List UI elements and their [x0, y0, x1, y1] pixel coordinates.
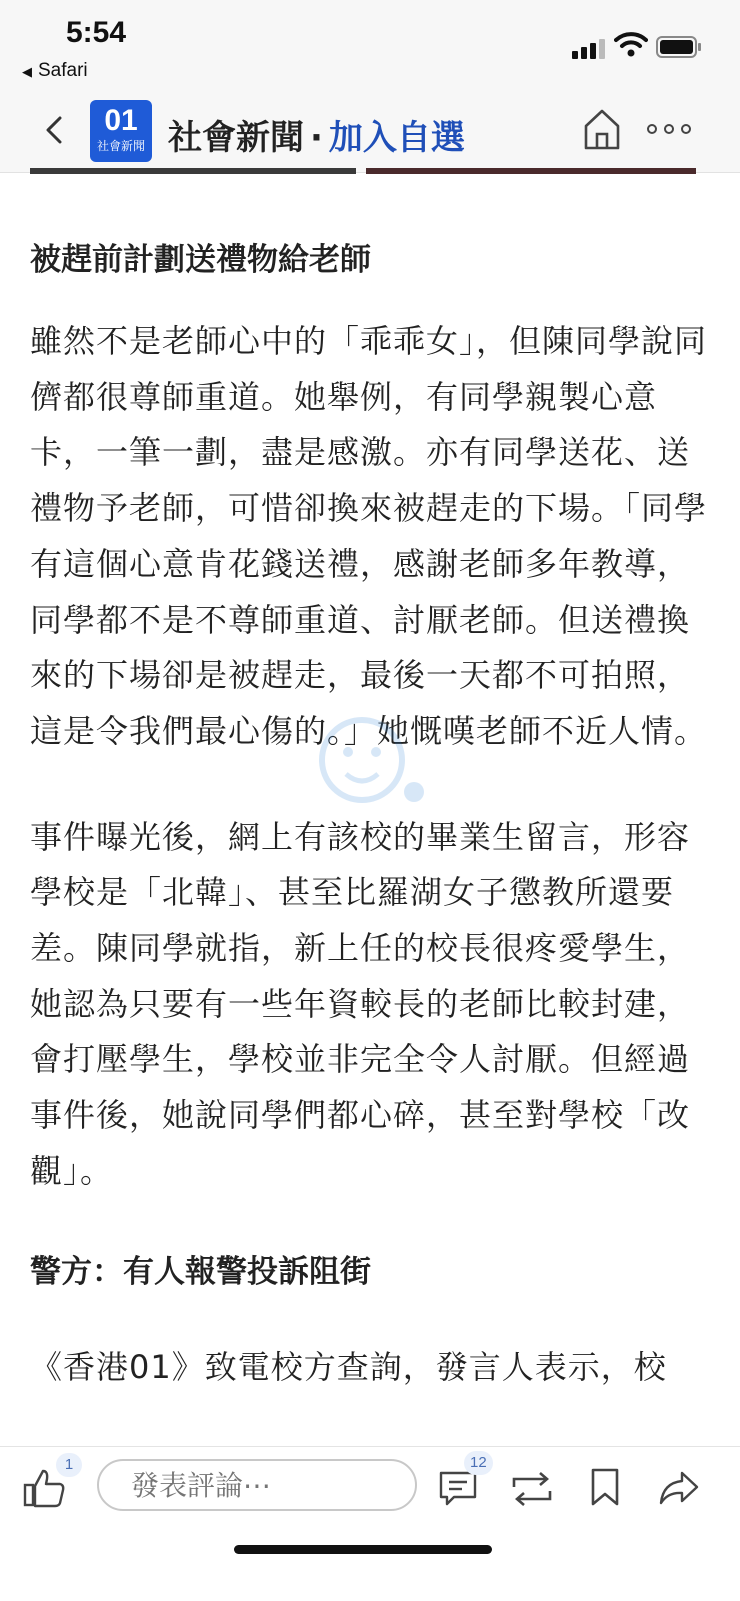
- logo-text: 社會新聞: [96, 139, 145, 153]
- like-count-badge: 1: [56, 1453, 82, 1477]
- title-separator: ·: [310, 118, 323, 158]
- article-paragraph: 事件曝光後，網上有該校的畢業生留言，形容學校是「北韓」、甚至比羅湖女子懲教所還要差。陳同學就指，新上任的校長很疼愛學生，她認為只要有一些年資較長的老師比較封建，會打壓學生，學校並非完全令人討厭。但經過事件後，她說同學們都心碎，甚至對學校「改觀」。: [30, 817, 691, 1190]
- comments-icon[interactable]: [438, 1469, 478, 1507]
- baby-watermark-icon: [302, 700, 432, 860]
- status-time: 5:54: [66, 16, 127, 49]
- cellular-signal-icon: [572, 37, 606, 59]
- channel-name: 社會新聞: [168, 118, 304, 158]
- home-icon[interactable]: [582, 106, 622, 152]
- section-heading: 警方：有人報警投訴阻街: [30, 1253, 371, 1290]
- back-to-app-link[interactable]: [22, 60, 88, 82]
- navigation-bar: [0, 92, 740, 173]
- bottom-toolbar: [0, 1446, 740, 1601]
- more-options-icon[interactable]: [646, 122, 692, 136]
- home-indicator: [234, 1545, 492, 1554]
- article-paragraph: 《香港01》致電校方查詢，發言人表示，校: [30, 1347, 667, 1386]
- share-icon[interactable]: [658, 1469, 700, 1507]
- comment-count-badge: 12: [464, 1451, 493, 1475]
- wifi-icon: [614, 30, 648, 58]
- back-triangle-icon: ◀: [22, 64, 32, 79]
- comment-input[interactable]: [97, 1459, 417, 1511]
- repost-icon[interactable]: [510, 1469, 554, 1509]
- article-paragraph: 雖然不是老師心中的「乖乖女」，但陳同學說同儕都很尊師重道。她舉例，有同學親製心意卡，一筆一劃，盡是感激。亦有同學送花、送禮物予老師，可惜卻換來被趕走的下場。「同學有這個心意肯花錢送禮，感謝老師多年教導，同學都不是不尊師重道、討厭老師。但送禮換來的下場卻是被趕走，最後一天都不可拍照，這是令我們最心傷的。」她慨嘆老師不近人情。: [30, 322, 708, 750]
- back-chevron-icon[interactable]: [40, 106, 70, 154]
- back-app-label: Safari: [38, 60, 88, 81]
- follow-channel-button[interactable]: 加入自選: [328, 118, 465, 158]
- section-heading: 被趕前計劃送禮物給老師: [30, 242, 371, 278]
- channel-title: [168, 110, 465, 159]
- channel-logo[interactable]: [90, 100, 152, 162]
- status-bar: [0, 0, 740, 92]
- bookmark-icon[interactable]: [590, 1467, 620, 1507]
- battery-icon: [656, 36, 702, 58]
- logo-number: 01: [104, 104, 138, 137]
